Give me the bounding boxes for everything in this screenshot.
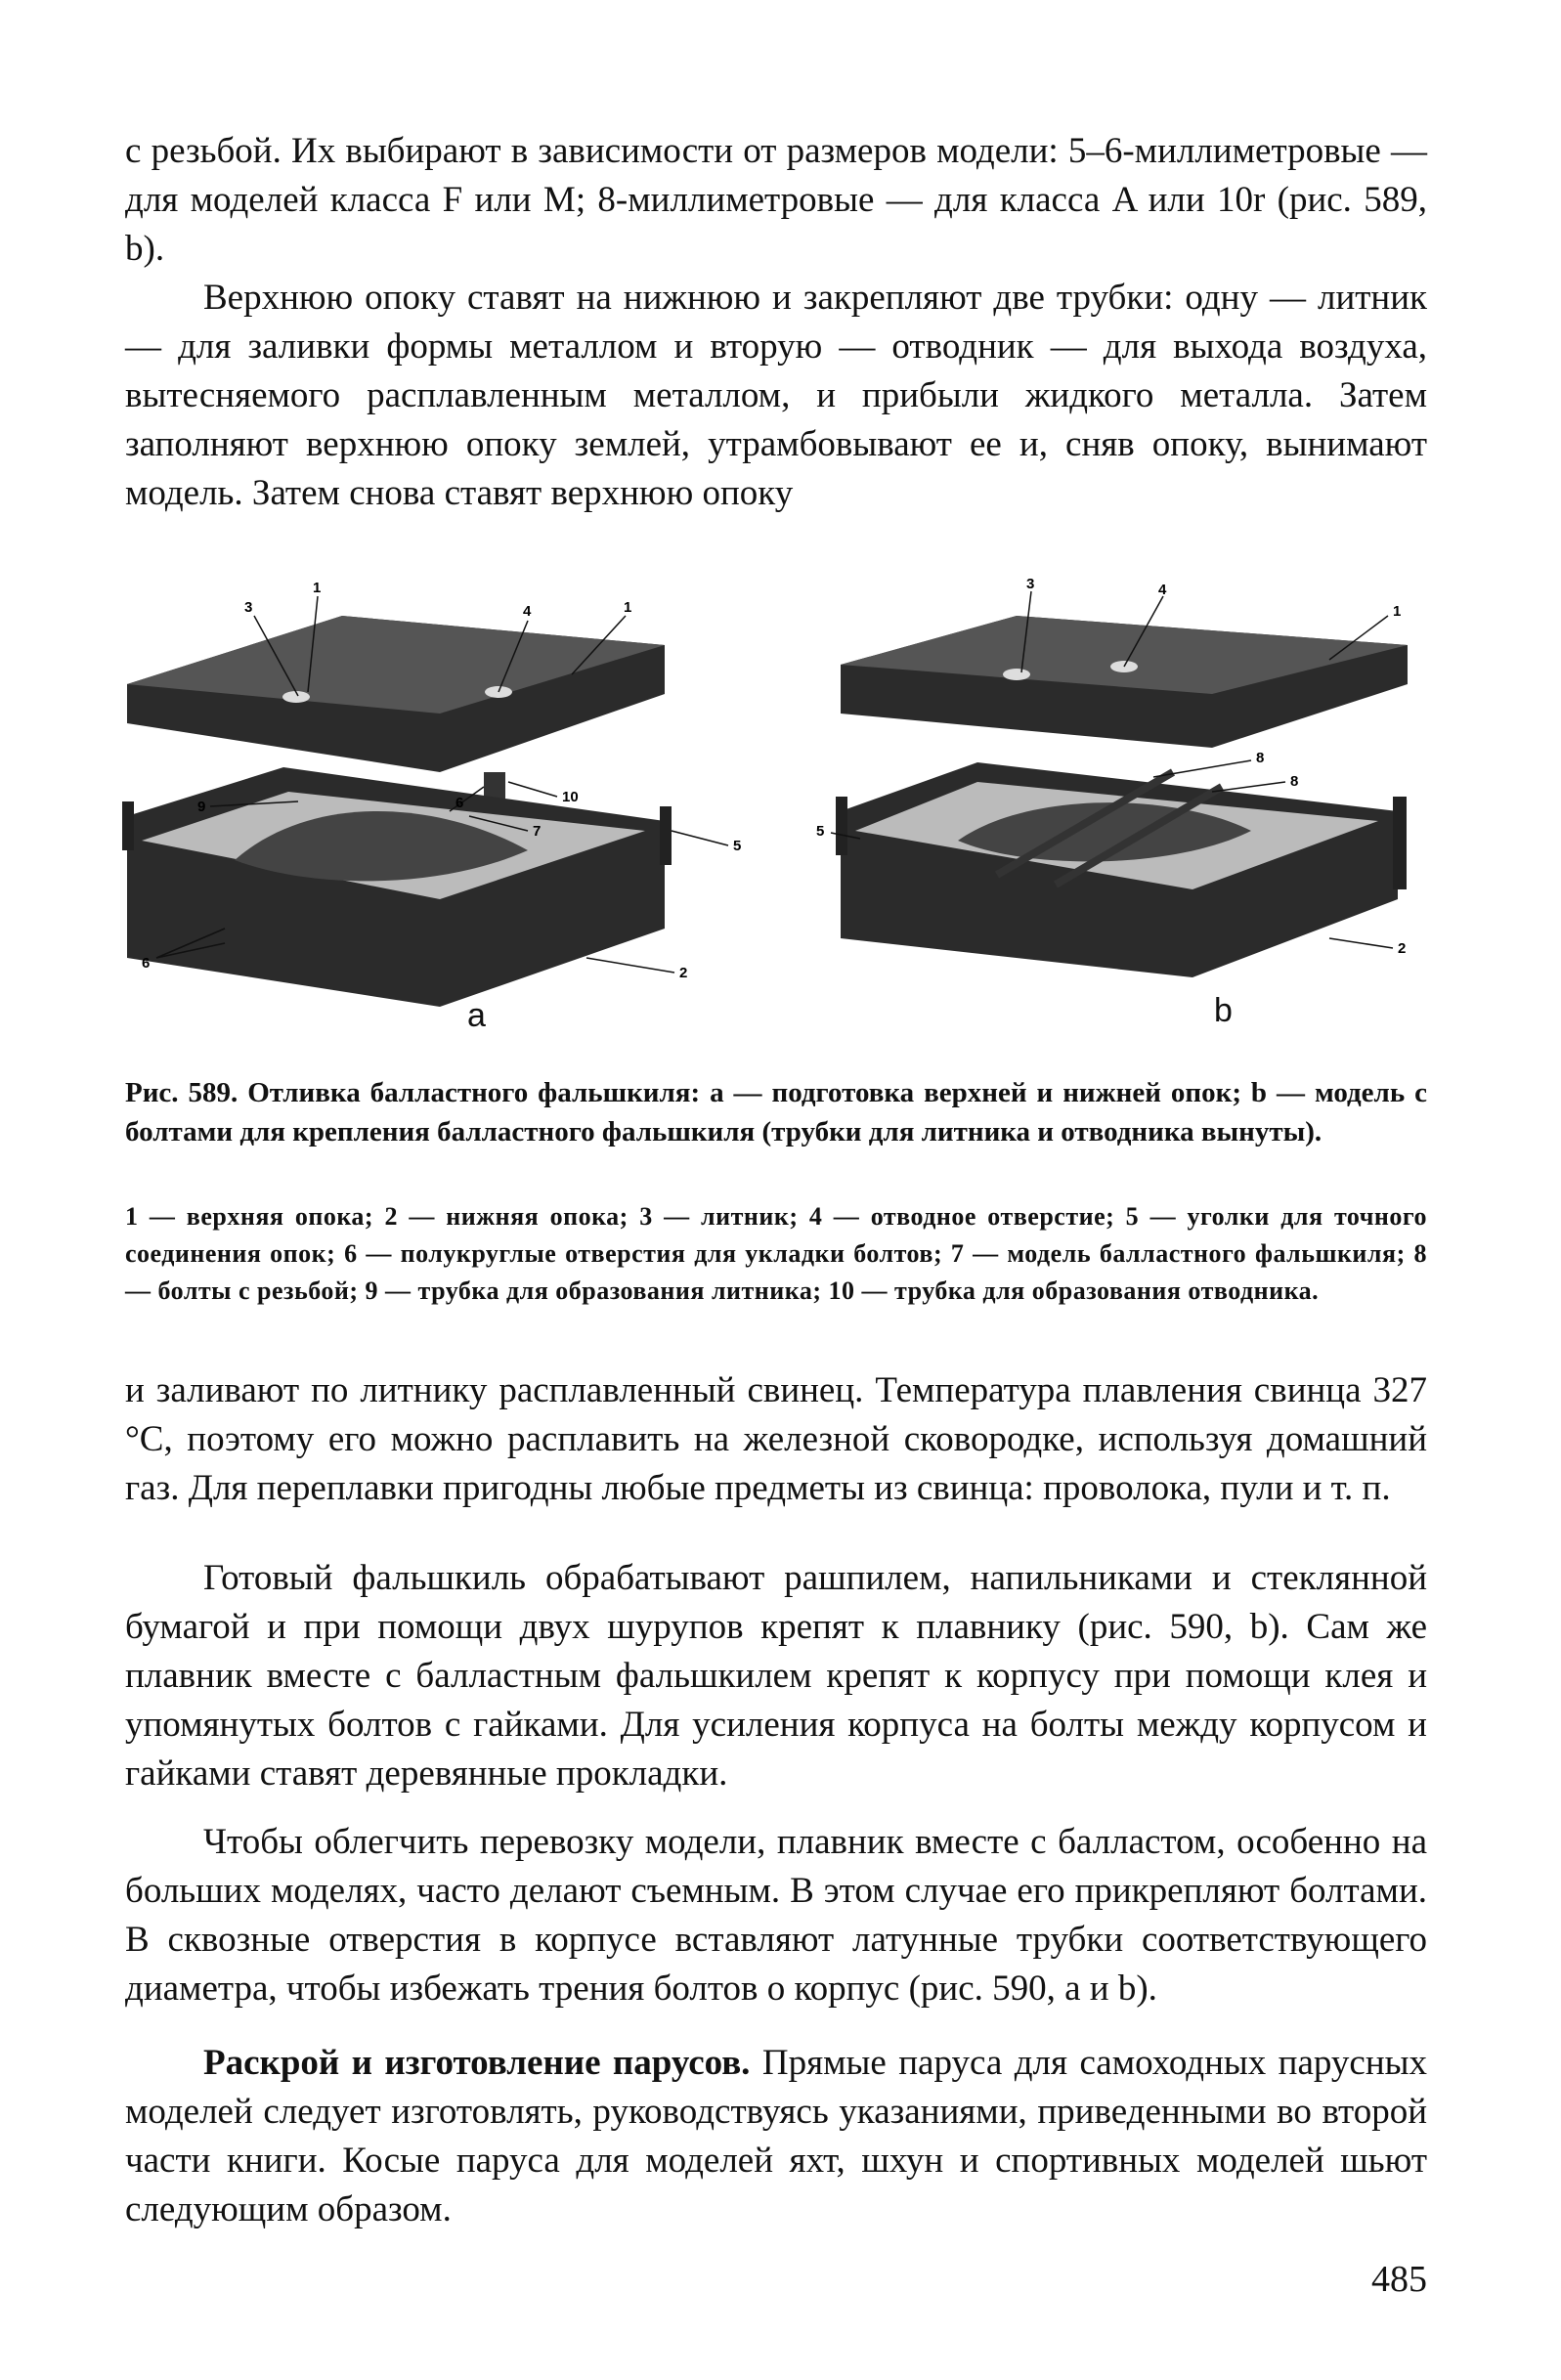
callout-a-9: 9 xyxy=(197,799,206,815)
callout-a-1: 1 xyxy=(313,580,322,596)
callout-a-10: 10 xyxy=(562,789,579,805)
callout-b-4: 4 xyxy=(1158,582,1167,598)
callout-b-8: 8 xyxy=(1256,750,1265,766)
callout-b-5: 5 xyxy=(816,823,825,840)
callout-a-1b: 1 xyxy=(624,599,632,616)
paragraph-1: с резьбой. Их выбирают в зависимости от размеров модели: 5–6-миллиметровые — для моделей класса F или M; 8-миллиметровые — для класса A или 10r (рис. 589, b). xyxy=(125,131,1427,269)
figure-legend: 1 — верхняя опока; 2 — нижняя опока; 3 — литник; 4 — отводное отверстие; 5 — уголки для точного соединения опок; 6 — полукруглые отверстия для укладки болтов; 7 — модель балластного фальшкиля; 8 — болты с резьбой; 9 — трубка для образования литника; 10 — трубка для образования отводника. xyxy=(125,1202,1427,1305)
callout-b-8b: 8 xyxy=(1290,773,1299,790)
callout-a-5: 5 xyxy=(733,838,742,854)
callout-a-7: 7 xyxy=(533,823,542,840)
molding-boxes-illustration xyxy=(117,577,1437,1036)
figure-label-a: a xyxy=(467,997,486,1034)
callout-a-3: 3 xyxy=(244,599,253,616)
panel-a-drawing xyxy=(122,580,741,1007)
section-heading: Раскрой и изготовление парусов. xyxy=(203,2043,751,2083)
callout-a-2: 2 xyxy=(679,965,688,981)
callout-a-6: 6 xyxy=(455,795,464,811)
paragraph-3: и заливают по литнику расплавленный свинец. Температура плавления свинца 327 °C, поэтому его можно расплавить на железной сковородке, используя домашний газ. Для переплавки пригодны любые предметы из свинца: проволока, пули и т. п. xyxy=(125,1370,1427,1508)
paragraph-4: Готовый фальшкиль обрабатывают рашпилем, напильниками и стеклянной бумагой и при помощи двух шурупов крепят к плавнику (рис. 590, b). Сам же плавник вместе с балластным фальшкилем крепят к корпусу при помощи клея и упомянутых болтов с гайками. Для усиления корпуса на болты между корпусом и гайками ставят деревянные прокладки. xyxy=(125,1558,1427,1794)
callout-a-4: 4 xyxy=(523,603,532,620)
figure-589 xyxy=(117,577,1437,1036)
paragraph-2: Верхнюю опоку ставят на нижнюю и закрепляют две трубки: одну — литник — для заливки формы металлом и вторую — отводник — для выхода воздуха, вытесняемого расплавленным металлом, и прибыли жидкого металла. Затем заполняют верхнюю опоку землей, утрамбовывают ее и, сняв опоку, вынимают модель. Затем снова ставят верхнюю опоку xyxy=(125,278,1427,513)
callout-b-2: 2 xyxy=(1398,940,1407,957)
callout-a-6b: 6 xyxy=(142,955,151,972)
panel-b-drawing xyxy=(816,577,1408,977)
callout-b-3: 3 xyxy=(1026,577,1035,592)
callout-b-1: 1 xyxy=(1393,603,1402,620)
paragraph-6 xyxy=(125,2039,1427,2234)
page-number: 485 xyxy=(1371,2259,1427,2300)
figure-caption: Рис. 589. Отливка балластного фальшкиля: a — подготовка верхней и нижней опок; b — модель с болтами для крепления балластного фальшкиля (трубки для литника и отводника вынуты). xyxy=(125,1077,1427,1147)
figure-label-b: b xyxy=(1214,992,1233,1029)
paragraph-5: Чтобы облегчить перевозку модели, плавник вместе с балластом, особенно на больших моделях, часто делают съемным. В этом случае его прикрепляют болтами. В сквозные отверстия в корпусе вставляют латунные трубки соответствующего диаметра, чтобы избежать трения болтов о корпус (рис. 590, a и b). xyxy=(125,1822,1427,2009)
paragraph-6-body: Прямые паруса для самоходных парусных моделей следует изготовлять, руководствуясь указаниями, приведенными во второй части книги. Косые паруса для моделей яхт, шхун и спортивных моделей шьют следующим образом. xyxy=(125,2043,1427,2229)
